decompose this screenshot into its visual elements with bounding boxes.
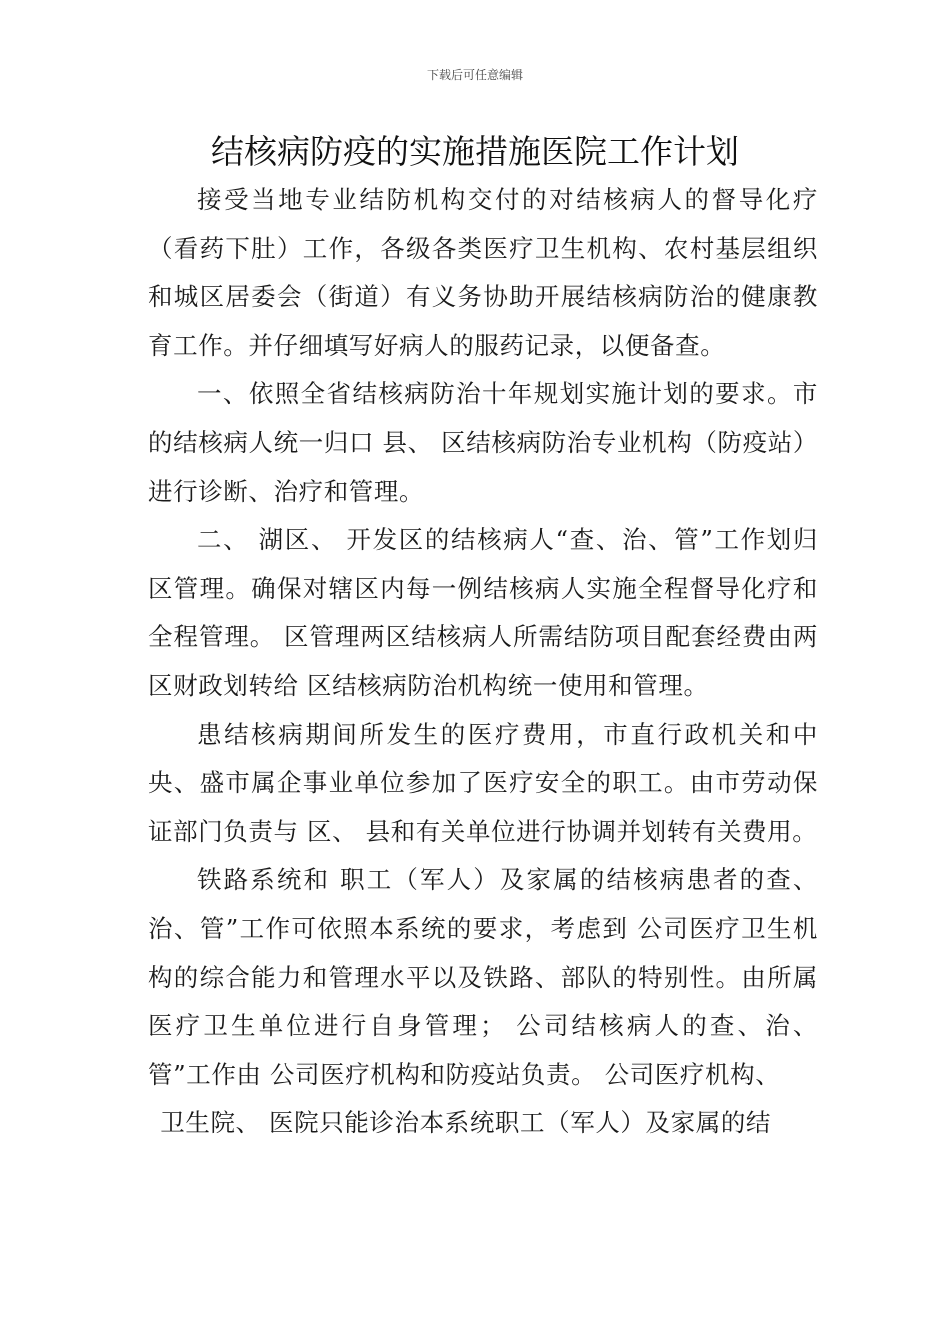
paragraph-continued: 卫生院、 医院只能诊治本系统职工（军人）及家属的结 [160, 1108, 772, 1138]
header-note: 下载后可任意编辑 [426, 68, 523, 82]
paragraph-railway-system: 铁路系统和 职工（军人）及家属的结核病患者的查、治、管”工作可依照本系统的要求，考虑到 公司医疗卫生机构的综合能力和管理水平以及铁路、部队的特别性。由所属医疗卫生单位进行自身管理； 公司结核病人的查、治、管”工作由 公司医疗机构和防疫站负责。 公司医疗机构、 [148, 865, 818, 1089]
paragraph-item-two: 二、 湖区、 开发区的结核病人“查、治、管”工作划归 区管理。确保对辖区内每一例结核病人实施全程督导化疗和全程管理。 区管理两区结核病人所需结防项目配套经费由两区财政划转给 区结核病防治机构统一使用和管理。 [148, 525, 818, 700]
paragraph-item-one: 一、依照全省结核病防治十年规划实施计划的要求。市的结核病人统一归口 县、 区结核病防治专业机构（防疫站）进行诊断、治疗和管理。 [148, 379, 818, 506]
document-title: 结核病防疫的实施措施医院工作计划 [211, 132, 739, 171]
paragraph-medical-costs: 患结核病期间所发生的医疗费用，市直行政机关和中央、盛市属企事业单位参加了医疗安全的职工。由市劳动保证部门负责与 区、 县和有关单位进行协调并划转有关费用。 [148, 719, 818, 846]
paragraph-intro: 接受当地专业结防机构交付的对结核病人的督导化疗（看药下肚）工作，各级各类医疗卫生机构、农村基层组织和城区居委会（街道）有义务协助开展结核病防治的健康教育工作。并仔细填写好病人的服药记录，以便备查。 [148, 185, 818, 360]
document-body [148, 176, 818, 1148]
